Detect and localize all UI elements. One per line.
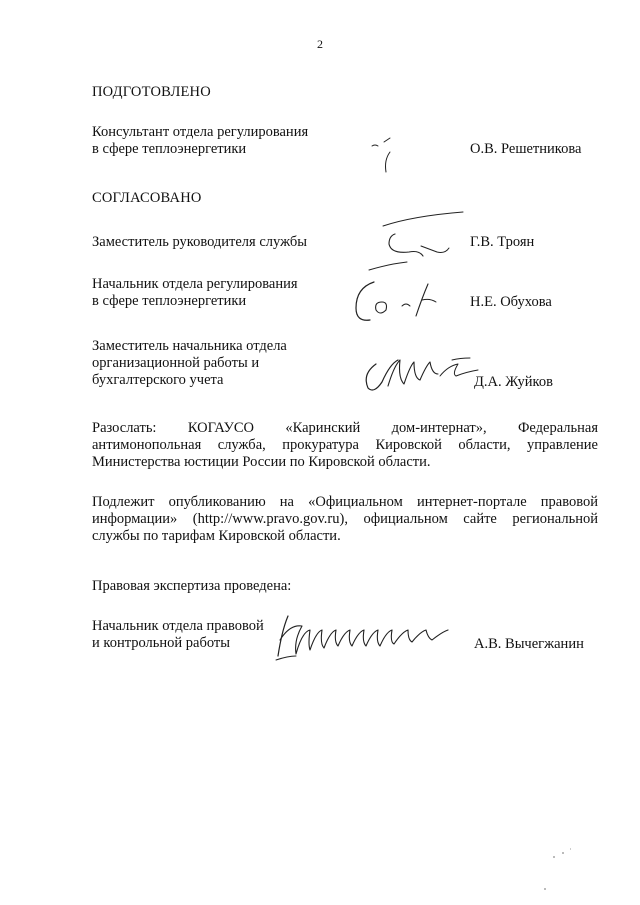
signer-1-signature [365, 208, 475, 278]
prepared-heading: ПОДГОТОВЛЕНО [92, 84, 211, 100]
signer-3-position [92, 338, 287, 389]
signer-2-signature [348, 272, 458, 328]
legal-review-position-line: и контрольной работы [92, 635, 230, 651]
scan-speck [562, 852, 564, 854]
prepared-position [92, 124, 308, 158]
signer-3-signature [356, 350, 486, 394]
legal-review-signature [270, 610, 470, 662]
legal-review-position-line: Начальник отдела правовой [92, 618, 264, 634]
signer-position-line: в сфере теплоэнергетики [92, 293, 247, 309]
distribution-paragraph: Разослать: КОГАУСО «Каринский дом-интернат», Федеральная антимонопольная служба, прокуратура Кировской области, управление Министерства юстиции России по Кировской области. [92, 420, 598, 470]
signer-position-line: бухгалтерского учета [92, 372, 224, 388]
publication-paragraph: Подлежит опубликованию на «Официальном интернет-портале правовой информации» (http://www.pravo.gov.ru), официальном сайте региональной службы по тарифам Кировской области. [92, 494, 598, 544]
signer-position-line: организационной работы и [92, 355, 260, 371]
signer-1-name: Г.В. Троян [470, 234, 535, 250]
signer-1-position [92, 234, 307, 251]
scan-speck [544, 888, 546, 890]
signer-2-position [92, 276, 298, 310]
signer-position-line: Заместитель начальника отдела [92, 338, 287, 354]
signer-position-line: Заместитель руководителя службы [92, 234, 308, 250]
legal-review-statement: Правовая экспертиза проведена: [92, 578, 292, 594]
scan-speck [553, 856, 555, 858]
page-number: 2 [317, 37, 323, 51]
signer-position-line: Начальник отдела регулирования [92, 276, 298, 292]
prepared-position-line: в сфере теплоэнергетики [92, 141, 247, 157]
prepared-signature [362, 128, 412, 178]
prepared-name: О.В. Решетникова [470, 141, 582, 157]
signer-2-name: Н.Е. Обухова [470, 294, 552, 310]
prepared-position-line: Консультант отдела регулирования [92, 124, 309, 140]
agreed-heading: СОГЛАСОВАНО [92, 190, 202, 206]
scan-speck [570, 848, 571, 850]
legal-review-name: А.В. Вычегжанин [474, 636, 584, 652]
legal-review-position [92, 618, 264, 652]
signer-3-name: Д.А. Жуйков [474, 374, 553, 390]
